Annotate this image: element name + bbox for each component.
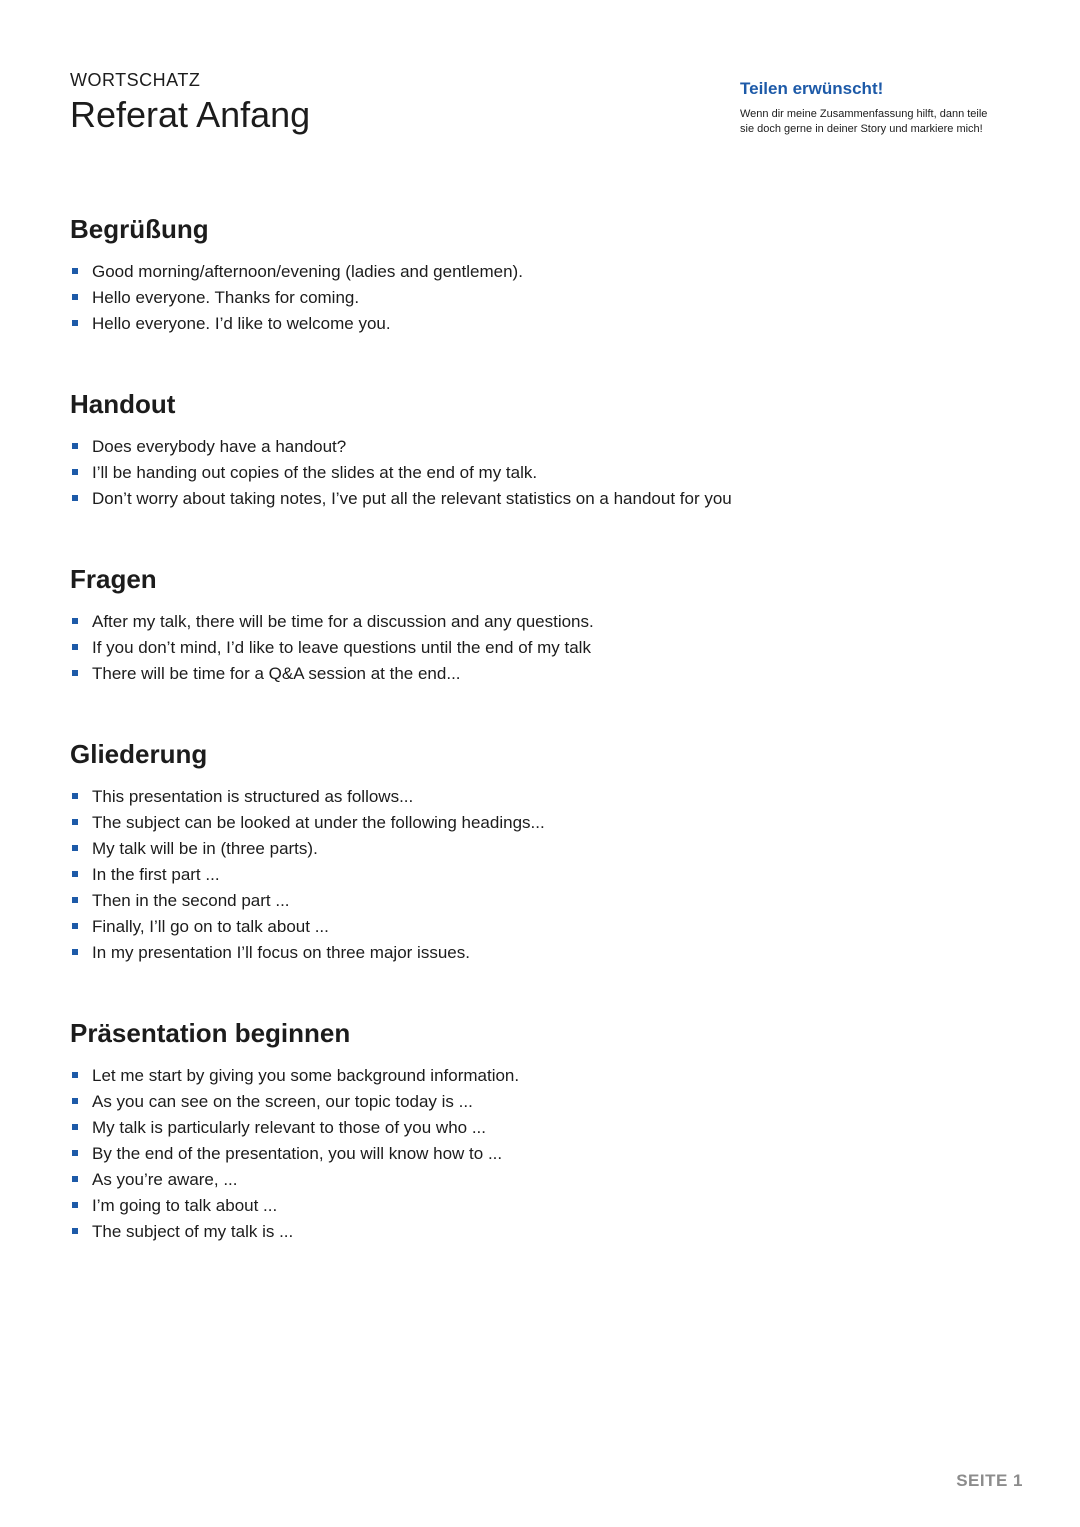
section-heading: Begrüßung (70, 214, 209, 244)
list-item-text: Hello everyone. Thanks for coming. (92, 288, 360, 308)
phrase-list (70, 1063, 970, 1245)
square-bullet-icon (72, 897, 78, 903)
list-item-text: Does everybody have a handout? (92, 437, 347, 457)
share-callout (740, 79, 1030, 137)
list-item-text: I’ll be handing out copies of the slides at the end of my talk. (92, 463, 538, 483)
list-item-text: As you can see on the screen, our topic today is ... (92, 1092, 473, 1112)
list-item-text: Then in the second part ... (92, 891, 290, 911)
list-item (70, 311, 970, 337)
phrase-list (70, 434, 970, 512)
section-heading: Gliederung (70, 739, 208, 769)
square-bullet-icon (72, 1228, 78, 1234)
list-item (70, 1089, 970, 1115)
share-text-line-2: sie doch gerne in deiner Story und markiere mich! (740, 123, 983, 135)
share-text-line-1: Wenn dir meine Zusammenfassung hilft, dann teile (740, 108, 988, 120)
list-item (70, 661, 970, 687)
list-item-text: Don’t worry about taking notes, I’ve put all the relevant statistics on a handout for you (92, 489, 732, 509)
section-heading: Handout (70, 389, 176, 419)
square-bullet-icon (72, 1202, 78, 1208)
list-item (70, 836, 970, 862)
list-item-text: My talk is particularly relevant to those of you who ... (92, 1118, 487, 1138)
square-bullet-icon (72, 793, 78, 799)
list-item (70, 635, 970, 661)
list-item (70, 434, 970, 460)
square-bullet-icon (72, 294, 78, 300)
square-bullet-icon (72, 923, 78, 929)
square-bullet-icon (72, 670, 78, 676)
phrase-list (70, 259, 970, 337)
square-bullet-icon (72, 644, 78, 650)
list-item-text: Hello everyone. I’d like to welcome you. (92, 314, 391, 334)
square-bullet-icon (72, 469, 78, 475)
list-item (70, 1063, 970, 1089)
list-item-text: This presentation is structured as follows... (92, 787, 414, 807)
square-bullet-icon (72, 618, 78, 624)
list-item-text: As you’re aware, ... (92, 1170, 238, 1190)
square-bullet-icon (72, 1124, 78, 1130)
square-bullet-icon (72, 1176, 78, 1182)
list-item-text: The subject of my talk is ... (92, 1222, 294, 1242)
square-bullet-icon (72, 320, 78, 326)
list-item-text: If you don’t mind, I’d like to leave questions until the end of my talk (92, 638, 591, 658)
page-title: Referat Anfang (70, 94, 311, 135)
square-bullet-icon (72, 443, 78, 449)
list-item (70, 940, 970, 966)
list-item (70, 784, 970, 810)
list-item-text: In the first part ... (92, 865, 220, 885)
list-item (70, 486, 970, 512)
list-item-text: After my talk, there will be time for a discussion and any questions. (92, 612, 594, 632)
section-fragen (70, 564, 970, 687)
list-item (70, 888, 970, 914)
list-item-text: My talk will be in (three parts). (92, 839, 318, 859)
list-item (70, 810, 970, 836)
list-item-text: Good morning/afternoon/evening (ladies and gentlemen). (92, 262, 523, 282)
square-bullet-icon (72, 495, 78, 501)
list-item (70, 1141, 970, 1167)
square-bullet-icon (72, 268, 78, 274)
list-item (70, 862, 970, 888)
section-gliederung (70, 739, 970, 966)
list-item-text: By the end of the presentation, you will know how to ... (92, 1144, 503, 1164)
section-begruessung (70, 214, 970, 337)
section-heading: Fragen (70, 564, 157, 594)
square-bullet-icon (72, 845, 78, 851)
section-handout (70, 389, 970, 512)
phrase-list (70, 784, 970, 966)
list-item (70, 1167, 970, 1193)
list-item-text: There will be time for a Q&A session at the end... (92, 664, 461, 684)
phrase-list (70, 609, 970, 687)
square-bullet-icon (72, 819, 78, 825)
page-number: SEITE 1 (956, 1471, 1023, 1490)
list-item (70, 1219, 970, 1245)
category-label: WORTSCHATZ (70, 70, 201, 90)
share-text (740, 107, 1030, 137)
list-item (70, 259, 970, 285)
list-item-text: In my presentation I’ll focus on three major issues. (92, 943, 470, 963)
list-item (70, 914, 970, 940)
list-item (70, 460, 970, 486)
list-item (70, 285, 970, 311)
list-item (70, 1193, 970, 1219)
list-item (70, 1115, 970, 1141)
square-bullet-icon (72, 1098, 78, 1104)
square-bullet-icon (72, 949, 78, 955)
square-bullet-icon (72, 1150, 78, 1156)
square-bullet-icon (72, 871, 78, 877)
share-title: Teilen erwünscht! (740, 79, 884, 98)
section-praesentation-beginnen (70, 1018, 970, 1245)
list-item (70, 609, 970, 635)
square-bullet-icon (72, 1072, 78, 1078)
list-item-text: The subject can be looked at under the following headings... (92, 813, 545, 833)
list-item-text: Let me start by giving you some background information. (92, 1066, 520, 1086)
list-item-text: I’m going to talk about ... (92, 1196, 278, 1216)
section-heading: Präsentation beginnen (70, 1018, 351, 1048)
list-item-text: Finally, I’ll go on to talk about ... (92, 917, 329, 937)
